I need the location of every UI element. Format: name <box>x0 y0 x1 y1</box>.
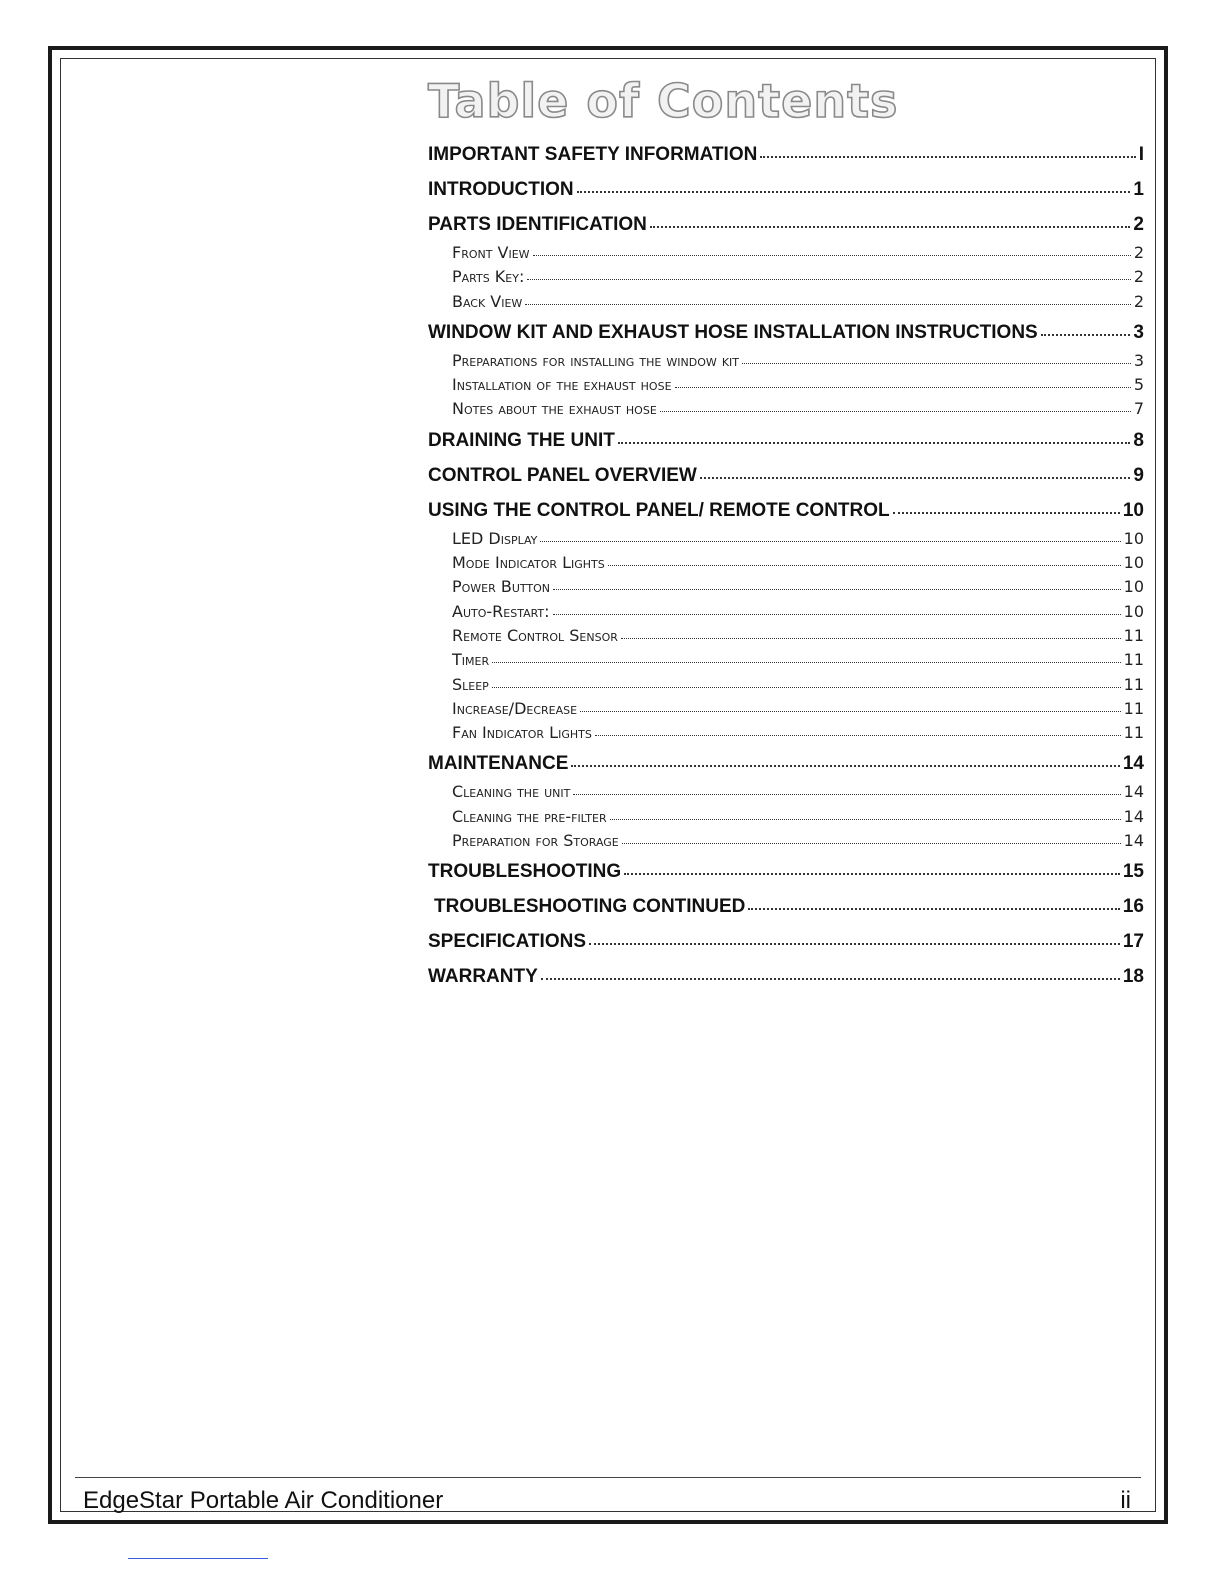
toc-entry-page: 5 <box>1133 375 1144 395</box>
dot-leader <box>700 465 1131 479</box>
toc-entry-label: WARRANTY <box>428 966 538 988</box>
toc-entry-draining[interactable] <box>428 430 1144 454</box>
dot-leader <box>553 578 1121 590</box>
toc-entry-page: 11 <box>1123 674 1144 694</box>
toc-entry-page: 2 <box>1133 243 1144 262</box>
toc-entry-label: Fan Indicator Lights <box>452 723 592 743</box>
dot-leader <box>610 808 1121 820</box>
toc-entry-label: Front View <box>452 243 530 262</box>
dot-leader <box>624 861 1120 875</box>
toc-subentry-led-display[interactable] <box>428 529 1144 553</box>
footer-divider <box>75 1477 1141 1478</box>
toc-entry-page: 3 <box>1133 350 1144 370</box>
toc-entry-label: Power Button <box>452 577 551 597</box>
toc-entry-label: Back View <box>452 291 523 311</box>
toc-entry-page: 10 <box>1123 528 1144 548</box>
toc-entry-page: 11 <box>1123 723 1144 743</box>
toc-entry-label: Cleaning the pre-filter <box>452 806 607 826</box>
toc-subentry-power-button[interactable] <box>428 577 1144 601</box>
toc-entry-page: 11 <box>1123 650 1144 670</box>
toc-entry-label: SPECIFICATIONS <box>428 931 586 953</box>
toc-entry-control-panel-overview[interactable] <box>428 465 1144 489</box>
toc-entry-page: 18 <box>1122 966 1144 988</box>
toc-entry-label: USING THE CONTROL PANEL/ REMOTE CONTROL <box>428 499 890 521</box>
toc-entry-label: PARTS IDENTIFICATION <box>428 214 647 235</box>
toc-subentry-cleaning-prefilter[interactable] <box>428 807 1144 831</box>
dot-leader <box>573 783 1120 795</box>
toc-entry-page: 11 <box>1123 625 1144 645</box>
toc-entry-page: 11 <box>1123 698 1144 718</box>
toc-entry-label: INTRODUCTION <box>428 179 574 200</box>
toc-entry-page: I <box>1138 144 1144 165</box>
toc-entry-specifications[interactable] <box>428 931 1144 955</box>
toc-entry-parts-identification[interactable] <box>428 214 1144 238</box>
dot-leader <box>748 896 1119 910</box>
dot-leader <box>742 352 1131 364</box>
toc-entry-label: LED Display <box>452 528 538 548</box>
dot-leader <box>492 651 1121 663</box>
toc-entry-troubleshooting[interactable] <box>428 861 1144 885</box>
toc-subentry-installation-hose[interactable] <box>428 375 1144 399</box>
toc-subentry-fan-lights[interactable] <box>428 723 1144 747</box>
dot-leader <box>618 430 1131 444</box>
toc-entry-label: Preparation for Storage <box>452 831 619 851</box>
page-title: Table of Contents <box>428 74 899 128</box>
toc-subentry-sleep[interactable] <box>428 675 1144 699</box>
toc-subentry-remote-sensor[interactable] <box>428 626 1144 650</box>
bottom-link-underline <box>128 1558 268 1559</box>
dot-leader <box>675 376 1131 388</box>
toc-entry-label: MAINTENANCE <box>428 753 569 775</box>
toc-entry-maintenance[interactable] <box>428 753 1144 777</box>
toc-entry-page: 3 <box>1133 321 1144 343</box>
toc-entry-page: 7 <box>1133 399 1144 419</box>
toc-entry-label: Auto-Restart: <box>452 601 550 621</box>
toc-subentry-notes-hose[interactable] <box>428 399 1144 423</box>
toc-entry-label: Increase/Decrease <box>452 698 578 718</box>
toc-entry-label: TROUBLESHOOTING CONTINUED <box>434 896 746 918</box>
dot-leader <box>571 753 1119 767</box>
toc-entry-page: 1 <box>1133 179 1144 200</box>
toc-entry-page: 14 <box>1123 831 1144 851</box>
dot-leader <box>893 500 1120 514</box>
toc-subentry-increase-decrease[interactable] <box>428 699 1144 723</box>
toc-entry-page: 14 <box>1123 806 1144 826</box>
toc-entry-label: TROUBLESHOOTING <box>428 861 622 883</box>
toc-entry-using-control-panel[interactable] <box>428 500 1144 524</box>
toc-subentry-timer[interactable] <box>428 650 1144 674</box>
dot-leader <box>1041 322 1131 336</box>
dot-leader <box>622 832 1121 844</box>
toc-subentry-cleaning-unit[interactable] <box>428 782 1144 806</box>
toc-entry-page: 10 <box>1123 577 1144 597</box>
toc-entry-label: CONTROL PANEL OVERVIEW <box>428 464 697 486</box>
toc-entry-page: 8 <box>1133 429 1144 451</box>
dot-leader <box>580 700 1121 712</box>
toc-entry-page: 2 <box>1133 267 1144 287</box>
toc-entry-label: Installation of the exhaust hose <box>452 375 672 395</box>
dot-leader <box>527 268 1130 280</box>
dot-leader <box>650 214 1131 228</box>
toc-entry-page: 14 <box>1122 753 1144 775</box>
toc-entry-page: 9 <box>1133 464 1144 486</box>
dot-leader <box>540 530 1120 542</box>
toc-entry-label: IMPORTANT SAFETY INFORMATION <box>428 144 758 165</box>
toc-entry-label: Cleaning the unit <box>452 782 571 802</box>
toc-entry-page: 17 <box>1122 931 1144 953</box>
toc-entry-page: 16 <box>1122 896 1144 918</box>
toc-entry-label: Parts Key: <box>452 267 525 287</box>
dot-leader <box>577 179 1131 193</box>
toc-subentry-mode-lights[interactable] <box>428 553 1144 577</box>
dot-leader <box>595 724 1121 736</box>
dot-leader <box>541 966 1120 980</box>
footer-page-number: ii <box>1120 1487 1131 1514</box>
toc-entry-page: 10 <box>1123 553 1144 573</box>
toc-entry-label: Mode Indicator Lights <box>452 553 605 573</box>
toc-entry-page: 2 <box>1133 291 1144 311</box>
dot-leader <box>492 675 1121 687</box>
toc-entry-window-kit[interactable] <box>428 322 1144 346</box>
toc-entry-page: 10 <box>1122 499 1144 521</box>
toc-entry-page: 15 <box>1122 861 1144 883</box>
toc-entry-label: Sleep <box>452 674 489 694</box>
toc-entry-page: 14 <box>1123 782 1144 802</box>
toc-entry-troubleshooting-continued[interactable] <box>428 896 1144 920</box>
toc-entry-warranty[interactable] <box>428 966 1144 990</box>
toc-subentry-back-view[interactable] <box>428 292 1144 316</box>
toc-entry-label: WINDOW KIT AND EXHAUST HOSE INSTALLATION INSTRUCTIONS <box>428 321 1038 343</box>
toc-entry-label: Timer <box>452 650 490 670</box>
dot-leader <box>553 602 1121 614</box>
dot-leader <box>608 554 1121 566</box>
dot-leader <box>533 244 1131 256</box>
dot-leader <box>621 627 1121 639</box>
toc-entry-page: 2 <box>1133 214 1144 235</box>
toc-subentry-auto-restart[interactable] <box>428 602 1144 626</box>
dot-leader <box>660 400 1131 412</box>
table-of-contents <box>428 144 1144 1001</box>
dot-leader <box>760 144 1135 158</box>
dot-leader <box>589 931 1120 945</box>
toc-entry-label: Notes about the exhaust hose <box>452 399 657 419</box>
toc-entry-label: DRAINING THE UNIT <box>428 429 615 451</box>
toc-entry-label: Preparations for installing the window kit <box>452 350 740 370</box>
dot-leader <box>525 292 1131 304</box>
footer-product-name: EdgeStar Portable Air Conditioner <box>83 1487 444 1514</box>
toc-subentry-front-view[interactable] <box>428 243 1144 267</box>
toc-entry-label: Remote Control Sensor <box>452 625 618 645</box>
toc-entry-safety[interactable] <box>428 144 1144 168</box>
toc-entry-introduction[interactable] <box>428 179 1144 203</box>
toc-entry-page: 10 <box>1123 601 1144 621</box>
toc-subentry-parts-key[interactable] <box>428 267 1144 291</box>
toc-subentry-storage[interactable] <box>428 831 1144 855</box>
toc-subentry-preparations[interactable] <box>428 351 1144 375</box>
